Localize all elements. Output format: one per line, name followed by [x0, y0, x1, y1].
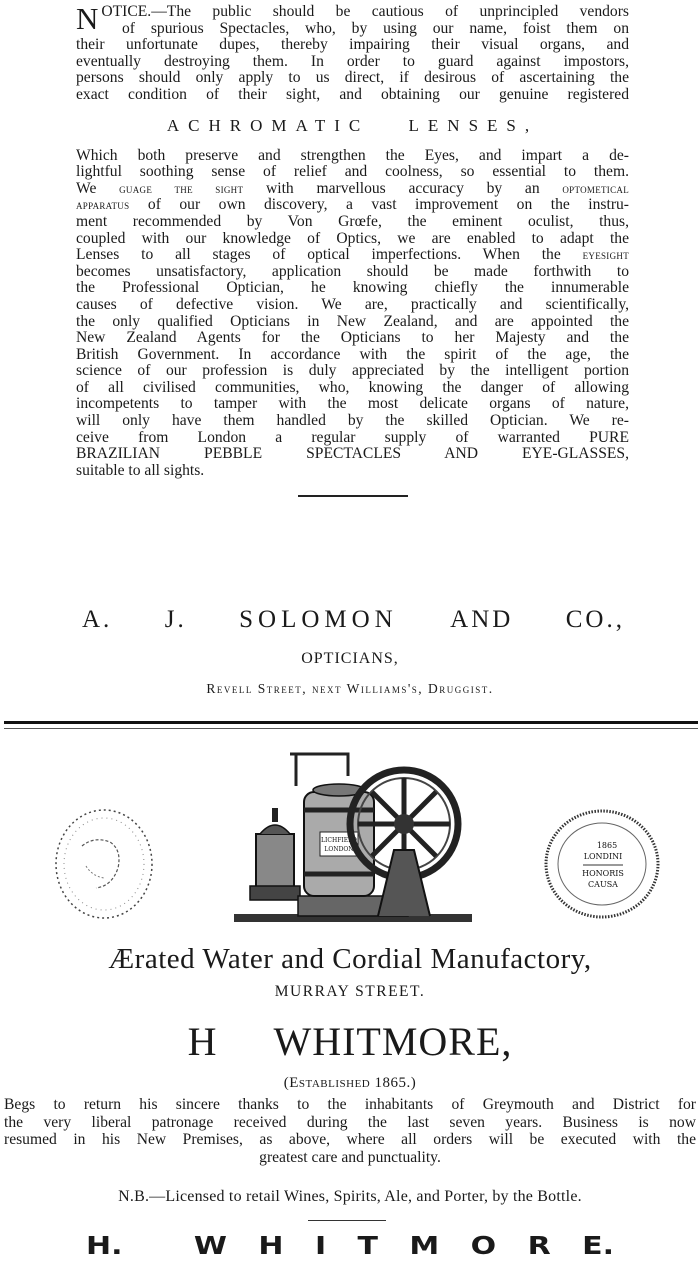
- medal-right-illustration: [543, 808, 661, 920]
- whitmore-thanks-paragraph: Begs to return his sincere thanks to the inhabitants of Greymouth and District for the very liberal patronage received during the last seven years. Business is now resumed in his New Premises, as above, where all orders will be executed with the greatest care and punctuality.: [4, 1096, 696, 1166]
- profession-label: OPTICIANS,: [301, 650, 399, 667]
- optician-advertisement: [76, 1, 629, 497]
- short-divider: [298, 495, 408, 497]
- medal-text-year: 1865: [596, 841, 618, 850]
- medal-text-city: LONDINI: [583, 852, 623, 861]
- notice-paragraph: [76, 1, 629, 104]
- short-divider-2: [308, 1220, 386, 1221]
- achromatic-lenses-heading: ACHROMATIC LENSES,: [166, 115, 539, 135]
- barrel-label-2: LONDON: [324, 846, 354, 853]
- medal-text-causa: CAUSA: [588, 880, 618, 889]
- licence-note: N.B.—Licensed to retail Wines, Spirits, Ale, and Porter, by the Bottle.: [118, 1188, 582, 1205]
- firm-name: A. J. SOLOMON AND CO.,: [82, 606, 625, 633]
- drop-cap: N: [76, 1, 99, 36]
- firm-address: Revell Street, next Williams's, Druggist.: [206, 681, 494, 696]
- whitmore-street: MURRAY STREET.: [274, 983, 426, 1000]
- barrel-label-1: LICHFIELD: [321, 837, 357, 844]
- medal-text-honoris: HONORIS: [582, 869, 624, 878]
- whitmore-proprietor-name: H WHITMORE,: [187, 1019, 513, 1064]
- established-line: (Established 1865.): [283, 1075, 417, 1091]
- section-divider-thin: [4, 728, 698, 729]
- factory-machine-illustration: [228, 746, 478, 932]
- medal-left-illustration: [52, 806, 156, 922]
- lenses-paragraph: Which both preserve and strengthen the Eyes, and impart a de- lightful soothing sense of relief and coolness, so essential to them. We guage the sight with marvellous accuracy by an optometical apparatus of our own discovery, a vast improvement on the instru- ment recommended by Von Grœfe, the eminent oculist, thus, coupled with our knowledge of Optics, we are enabled to adapt the Lenses to all stages of optical imperfections. When the eyesight becomes unsatisfactory, application should be made forthwith to the Professional Optician, he knowing chiefly the innumerable causes of defective vision. We are, practically and scientifically, the only qualified Opticians in New Zealand, and are appointed the New Zealand Agents for the Opticians to her Majesty and the British Government. In accordance with the spirit of the age, the science of our profession is duly appreciated by the intelligent portion of all civilised communities, who, knowing the danger of allowing incompetents to tamper with the most delicate organs of nature, will only have them handled by the skilled Optician. We re- ceive from London a regular supply of warranted PURE BRAZILIAN PEBBLE SPECTACLES AND EYE-GLASSES, suitable to all sights.: [76, 146, 629, 479]
- notice-intro: OTICE.—The public should be cautious of unprincipled vendors of spurious Spectacles, who, by using our name, foist them on their unfortunate dupes, thereby impairing their visual organs, and eventually destroying them. In order to guard against impostors, persons should only apply to us direct, if desirous of ascertaining the exact condition of their sight, and obtaining our genuine registered: [76, 3, 629, 103]
- whitmore-footer-name: H. W H I T M O R E.: [86, 1232, 614, 1261]
- whitmore-business-title: Ærated Water and Cordial Manufactory,: [108, 943, 592, 975]
- section-divider: [4, 721, 698, 724]
